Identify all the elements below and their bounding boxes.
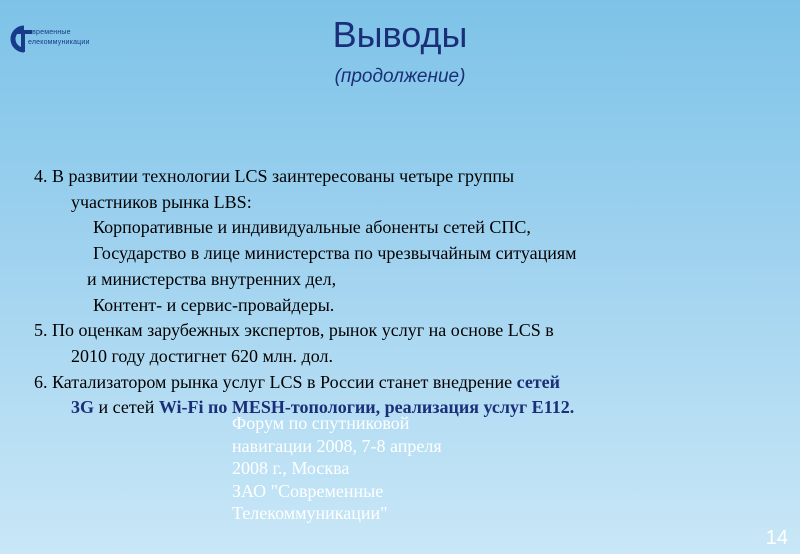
- group-item-2-continued: и министерства внутренних дел,: [87, 268, 337, 289]
- footer-line-2: навигации 2008, 7-8 апреля: [232, 435, 442, 456]
- footer-text: [232, 412, 442, 525]
- point-6-line-2: [34, 395, 577, 421]
- slide-content: [34, 164, 577, 421]
- point-4-line-2: участников рынка LBS:: [71, 191, 252, 212]
- point-6-highlight-c: Wi-Fi по MESH-топологии, реализация услуг E112.: [158, 397, 575, 418]
- group-item-1: Корпоративные и индивидуальные абоненты сетей СПС,: [93, 217, 531, 238]
- footer-line-5: Телекоммуникации": [232, 503, 388, 523]
- slide-title: Выводы: [332, 14, 468, 55]
- point-6-highlight-b: 3G: [71, 397, 95, 418]
- point-6-line-1: [34, 370, 577, 396]
- group-item-3: Контент- и сервис-провайдеры.: [93, 294, 335, 315]
- point-6-highlight-a: сетей: [516, 371, 561, 392]
- group-item-2: Государство в лице министерства по чрезвычайным ситуациям: [93, 243, 577, 264]
- slide-subtitle: (продолжение): [334, 66, 466, 87]
- page-number: 14: [765, 527, 788, 549]
- footer-line-4: ЗАО "Современные: [232, 480, 384, 501]
- point-4-line-1: 4. В развитии технологии LCS заинтересованы четыре группы: [34, 166, 515, 186]
- footer-line-3: 2008 г., Москва: [232, 458, 350, 478]
- logo-text-line2: елекоммуникации: [28, 39, 90, 46]
- footer-line-1: Форум по спутниковой: [232, 413, 410, 433]
- logo-text-line1: овременные: [28, 29, 71, 36]
- point-5-line-2: 2010 году достигнет 620 млн. дол.: [71, 345, 333, 366]
- point-6-text-b: и сетей: [94, 397, 159, 418]
- point-5-line-1: 5. По оценкам зарубежных экспертов, рынок услуг на основе LCS в: [34, 320, 554, 341]
- point-6-text-a: 6. Катализатором рынка услуг LCS в России станет внедрение: [34, 371, 517, 392]
